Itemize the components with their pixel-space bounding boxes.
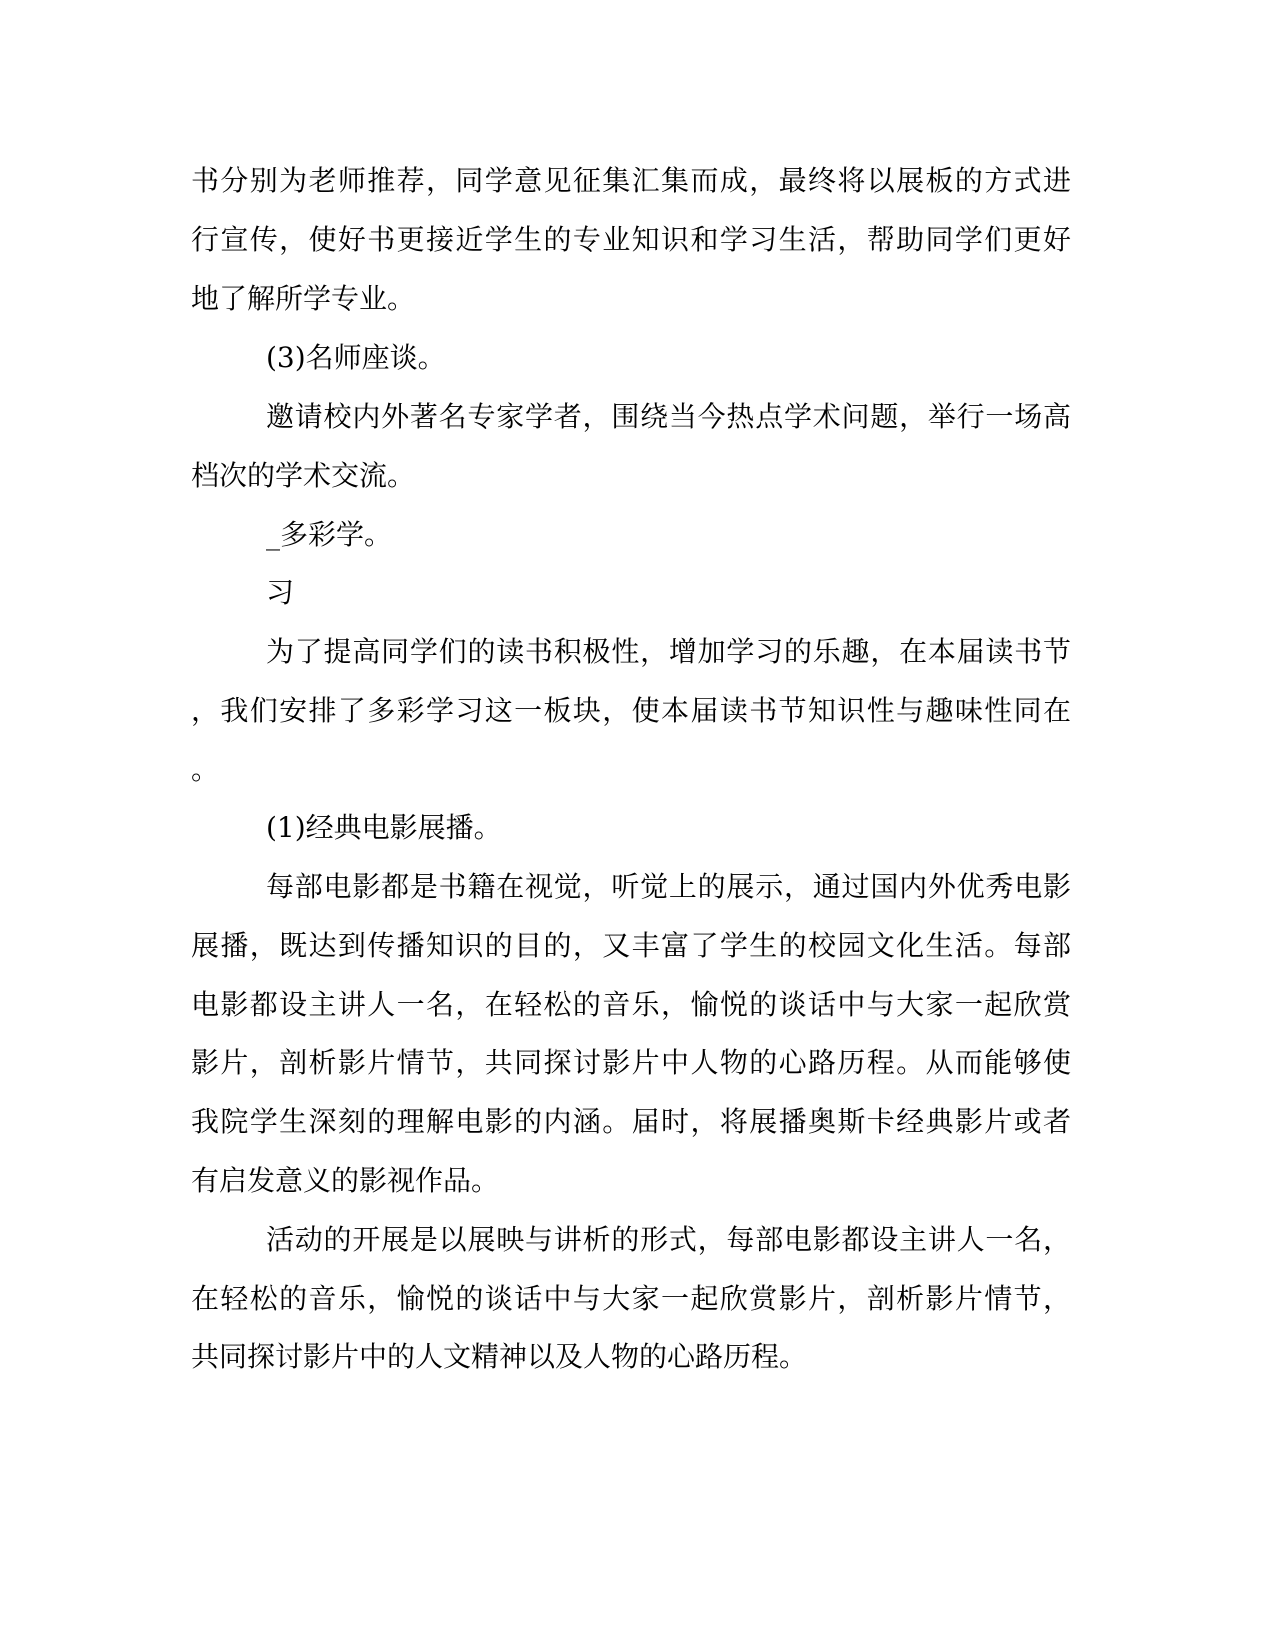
body-text-line: 书分别为老师推荐，同学意见征集汇集而成，最终将以展板的方式进 — [191, 164, 1071, 197]
section-heading: (3)名师座谈。 — [266, 341, 446, 374]
body-text-line: 电影都设主讲人一名，在轻松的音乐，愉悦的谈话中与大家一起欣赏 — [191, 988, 1071, 1021]
body-text-line: 有启发意义的影视作品。 — [191, 1164, 500, 1197]
body-text-line: 展播，既达到传播知识的目的，又丰富了学生的校园文化生活。每部 — [191, 929, 1071, 962]
body-text-line: 档次的学术交流。 — [191, 459, 416, 492]
body-text-line: 邀请校内外著名专家学者，围绕当今热点学术问题，举行一场高 — [266, 400, 1071, 433]
section-heading: _多彩学。 — [266, 518, 393, 551]
body-text-line: 每部电影都是书籍在视觉，听觉上的展示，通过国内外优秀电影 — [266, 870, 1071, 903]
section-heading: 习 — [266, 576, 295, 609]
body-text-line: 为了提高同学们的读书积极性，增加学习的乐趣，在本届读书节 — [266, 635, 1071, 668]
body-text-line: 行宣传，使好书更接近学生的专业知识和学习生活，帮助同学们更好 — [191, 223, 1071, 256]
body-text-line: 我院学生深刻的理解电影的内涵。届时，将展播奥斯卡经典影片或者 — [191, 1105, 1071, 1138]
section-heading: (1)经典电影展播。 — [266, 811, 502, 844]
body-text-line: 地了解所学专业。 — [191, 282, 416, 315]
body-text-line: 在轻松的音乐，愉悦的谈话中与大家一起欣赏影片，剖析影片情节， — [191, 1282, 1071, 1315]
body-text-line: 活动的开展是以展映与讲析的形式，每部电影都设主讲人一名， — [266, 1223, 1071, 1256]
body-text-line: 共同探讨影片中的人文精神以及人物的心路历程。 — [191, 1340, 808, 1373]
body-text-line: ，我们安排了多彩学习这一板块，使本届读书节知识性与趣味性同在 — [191, 694, 1071, 727]
body-text-line: 。 — [191, 753, 220, 786]
body-text-line: 影片，剖析影片情节，共同探讨影片中人物的心路历程。从而能够使 — [191, 1046, 1071, 1079]
